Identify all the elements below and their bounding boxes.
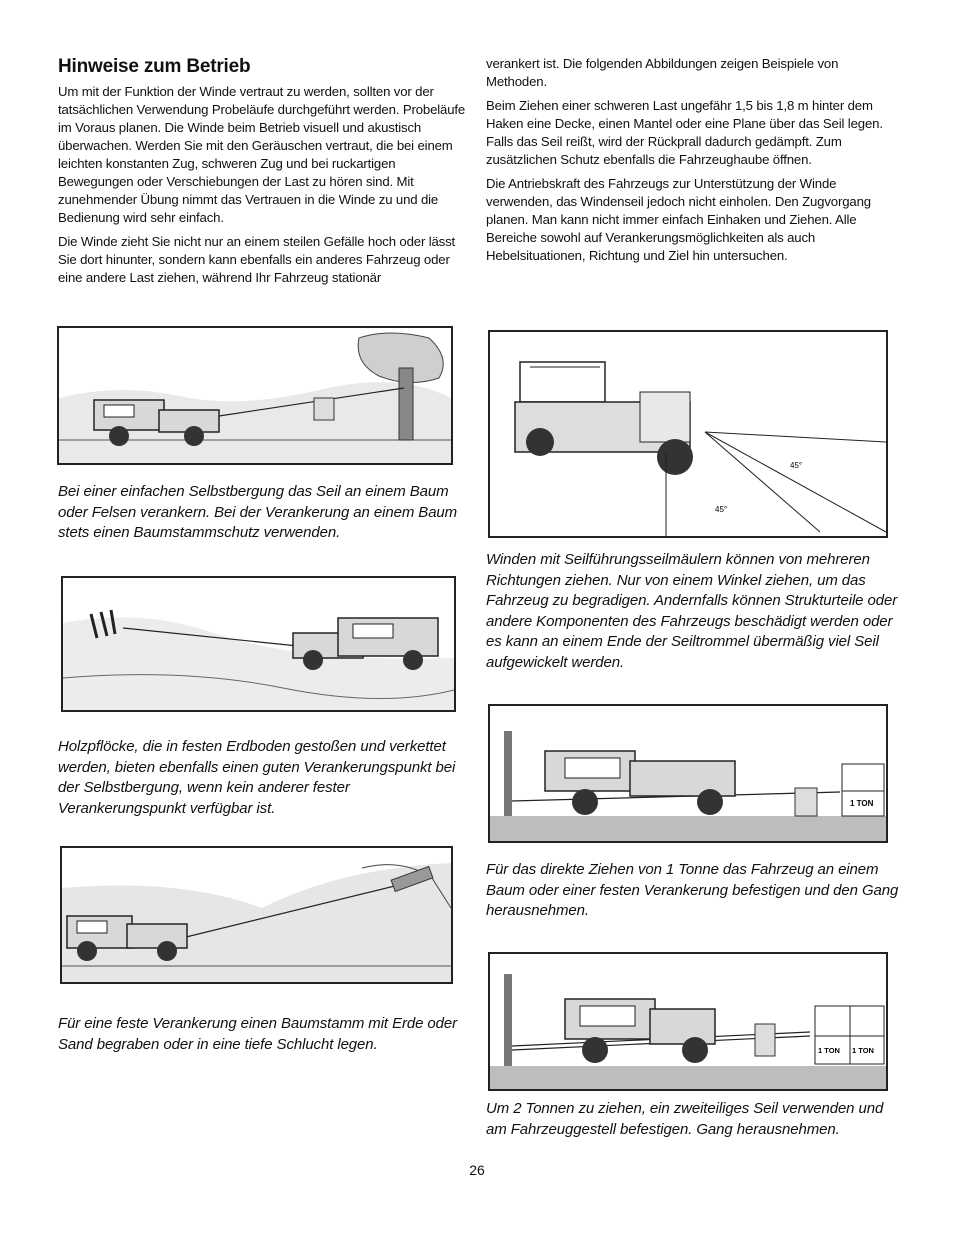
figure-one-ton-pull xyxy=(488,704,888,843)
right-text-column xyxy=(486,55,898,271)
figure-caption: Bei einer einfachen Selbstbergung das Seil an einem Baum oder Felsen verankern. Bei der Verankerung an einem Baum stets einen Baumstammschutz verwenden. xyxy=(58,483,458,542)
figure-caption: Für eine feste Verankerung einen Baumstamm mit Erde oder Sand begraben oder in eine tiefe Schlucht legen. xyxy=(58,1015,458,1053)
paragraph: verankert ist. Die folgenden Abbildungen zeigen Beispiele von Methoden. xyxy=(486,56,839,89)
paragraph: Beim Ziehen einer schweren Last ungefähr 1,5 bis 1,8 m hinter dem Haken eine Decke, einen Mantel oder eine Plane über das Seil legen. Falls das Seil reißt, wird der Rückprall dadurch gedämpft. Zum zusätzlichen Schutz ebenfalls die Fahrzeughaube öffnen. xyxy=(486,98,883,167)
paragraph: Die Antriebskraft des Fahrzeugs zur Unterstützung der Winde verwenden, das Windenseil jedoch nicht einholen. Den Zugvorgang planen. Man kann nicht immer einfach Einhaken und Ziehen. Alle Bereiche sowohl auf Verankerungsmöglichkeiten als auch Hebelsituationen, Richtung und Ziel hin untersuchen. xyxy=(486,176,871,263)
section-heading: Hinweise zum Betrieb xyxy=(58,56,251,77)
angle-label: 45° xyxy=(715,505,728,514)
weight-label: 1 TON xyxy=(852,1046,874,1055)
figure-angle-pull xyxy=(488,330,888,538)
figure-caption: Um 2 Tonnen zu ziehen, ein zweiteiliges Seil verwenden und am Fahrzeuggestell befestigen. Gang herausnehmen. xyxy=(486,1100,884,1138)
paragraph: Die Winde zieht Sie nicht nur an einem steilen Gefälle hoch oder lässt Sie dort hinunter, sondern kann ebenfalls ein anderes Fahrzeug oder eine andere Last ziehen, während Ihr Fahrzeug stationär xyxy=(58,234,456,285)
weight-label: 1 TON xyxy=(818,1046,840,1055)
figure-two-ton-pull xyxy=(488,952,888,1091)
weight-label: 1 TON xyxy=(850,799,874,808)
figure-buried-log xyxy=(60,846,453,984)
figure-caption: Winden mit Seilführungsseilmäulern können von mehreren Richtungen ziehen. Nur von einem Winkel ziehen, um das Fahrzeug zu begradigen. Andernfalls können Strukturteile oder andere Komponenten des Fahrzeugs beschädigt werden oder es kann an einem Ende der Seiltrommel übermäßig viel Seil aufgewickelt werden. xyxy=(486,551,898,671)
figure-wooden-stakes xyxy=(61,576,456,712)
paragraph: Um mit der Funktion der Winde vertraut zu werden, sollten vor der tatsächlichen Verwendung Probeläufe durchgeführt werden. Probeläufe im Voraus planen. Die Winde beim Betrieb visuell und akustisch überwachen. Werden Sie mit den Geräuschen vertraut, die bei einem leichten konstanten Zug, schweren Zug und bei ruckartigen Bewegungen oder Verschiebungen der Last zu hören sind. Mit zunehmender Übung nimmt das Vertrauen in die Winde zu und die Bedienung wird sehr einfach. xyxy=(58,84,466,225)
page-number: 26 xyxy=(469,1162,485,1178)
figure-caption: Holzpflöcke, die in festen Erdboden gestoßen und verkettet werden, bieten ebenfalls einen guten Verankerungspunkt bei der Selbstbergung, wenn kein anderer fester Verankerungspunkt verfügbar ist. xyxy=(58,738,456,817)
figure-caption: Für das direkte Ziehen von 1 Tonne das Fahrzeug an einem Baum oder einer festen Verankerung befestigen und den Gang herausnehmen. xyxy=(486,861,899,920)
angle-label: 45° xyxy=(790,461,803,470)
left-text-column xyxy=(58,55,468,293)
figure-tree-anchor xyxy=(57,326,453,465)
